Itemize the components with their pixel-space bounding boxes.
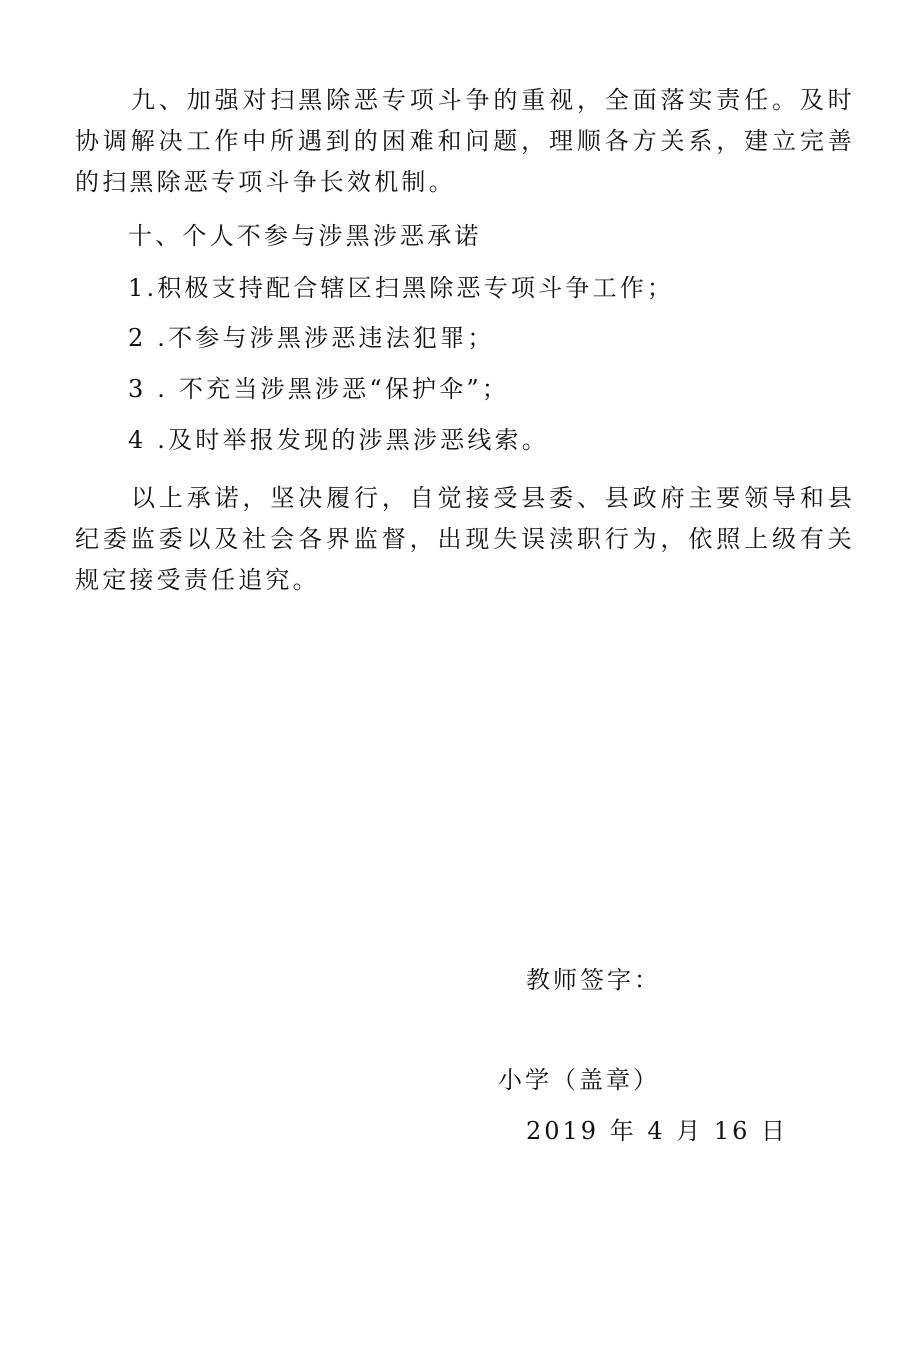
teacher-signature-label: 教师签字： bbox=[526, 966, 661, 994]
document-date: 2019 年 4 月 16 日 bbox=[526, 1117, 789, 1145]
paragraph-nine: 九、加强对扫黑除恶专项斗争的重视，全面落实责任。及时协调解决工作中所遇到的困难和问题，理顺各方关系，建立完善的扫黑除恶专项斗争长效机制。 bbox=[75, 86, 855, 196]
commitment-item-2: 2 .不参与涉黑涉恶违法犯罪； bbox=[128, 324, 495, 352]
closing-paragraph: 以上承诺，坚决履行，自觉接受县委、县政府主要领导和县纪委监委以及社会各界监督，出现失误渎职行为，依照上级有关规定接受责任追究。 bbox=[75, 484, 855, 594]
section-ten-heading: 十、个人不参与涉黑涉恶承诺 bbox=[128, 222, 482, 250]
commitment-item-4: 4 .及时举报发现的涉黑涉恶线索。 bbox=[128, 426, 549, 454]
commitment-item-1: 1.积极支持配合辖区扫黑除恶专项斗争工作； bbox=[128, 274, 675, 302]
school-seal-label: 小学（盖章） bbox=[498, 1066, 660, 1094]
commitment-item-3: 3 . 不充当涉黑涉恶“保护伞”； bbox=[128, 375, 510, 403]
